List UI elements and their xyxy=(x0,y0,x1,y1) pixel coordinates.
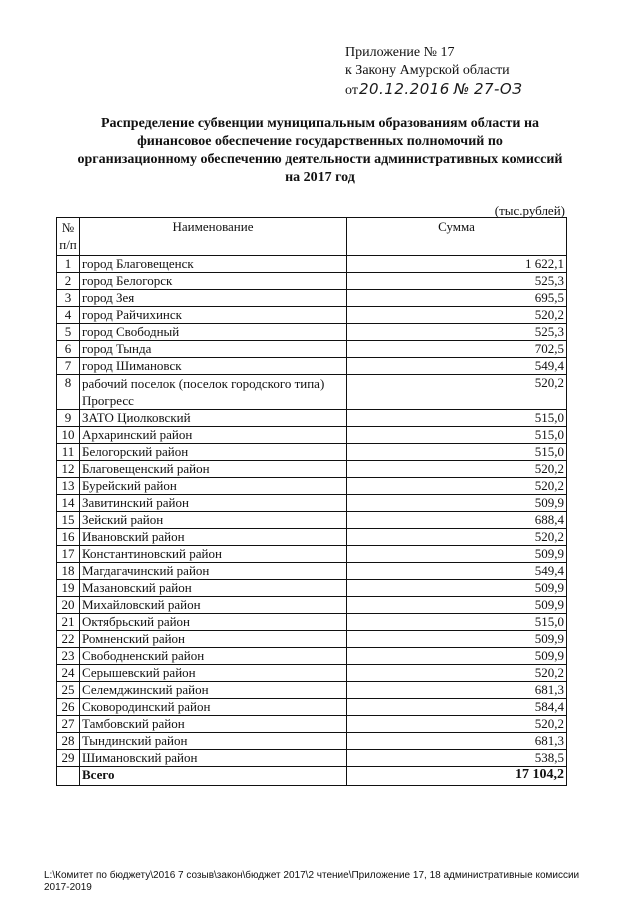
row-name: Архаринский район xyxy=(80,427,347,444)
row-number: 25 xyxy=(57,682,80,699)
row-number: 3 xyxy=(57,290,80,307)
row-sum: 515,0 xyxy=(347,427,567,444)
row-sum: 549,4 xyxy=(347,563,567,580)
row-name: Свободненский район xyxy=(80,648,347,665)
row-sum: 509,9 xyxy=(347,631,567,648)
row-sum: 681,3 xyxy=(347,682,567,699)
row-sum: 520,2 xyxy=(347,307,567,324)
row-name: город Тында xyxy=(80,341,347,358)
table-row xyxy=(57,563,567,580)
title-line-2: финансовое обеспечение государственных полномочий по xyxy=(137,134,503,149)
row-number: 17 xyxy=(57,546,80,563)
row-name: город Зея xyxy=(80,290,347,307)
row-name: Октябрьский район xyxy=(80,614,347,631)
appendix-number: Приложение № 17 xyxy=(345,45,455,60)
table-row xyxy=(57,512,567,529)
row-sum: 1 622,1 xyxy=(347,256,567,273)
table-row xyxy=(57,580,567,597)
row-number: 15 xyxy=(57,512,80,529)
row-number: 4 xyxy=(57,307,80,324)
row-number: 29 xyxy=(57,750,80,767)
row-name: Михайловский район xyxy=(80,597,347,614)
table-row xyxy=(57,529,567,546)
table-row xyxy=(57,427,567,444)
row-sum: 688,4 xyxy=(347,512,567,529)
table-row xyxy=(57,495,567,512)
row-name: город Благовещенск xyxy=(80,256,347,273)
row-number: 10 xyxy=(57,427,80,444)
table-row xyxy=(57,733,567,750)
row-sum: 509,9 xyxy=(347,580,567,597)
table-row xyxy=(57,256,567,273)
table-row xyxy=(57,375,567,410)
header-number-sign: № xyxy=(61,220,75,235)
row-name: город Шимановск xyxy=(80,358,347,375)
table-row xyxy=(57,307,567,324)
table-row xyxy=(57,410,567,427)
table-row xyxy=(57,341,567,358)
row-number: 18 xyxy=(57,563,80,580)
row-name: Бурейский район xyxy=(80,478,347,495)
row-sum: 525,3 xyxy=(347,324,567,341)
table-row xyxy=(57,597,567,614)
table-row xyxy=(57,682,567,699)
row-sum: 520,2 xyxy=(347,665,567,682)
row-number: 23 xyxy=(57,648,80,665)
row-name: ЗАТО Циолковский xyxy=(80,410,347,427)
row-sum: 520,2 xyxy=(347,529,567,546)
table-row xyxy=(57,444,567,461)
row-name: рабочий поселок (поселок городского типа) Прогресс xyxy=(80,375,347,410)
row-sum: 525,3 xyxy=(347,273,567,290)
row-name: Тамбовский район xyxy=(80,716,347,733)
title-line-1: Распределение субвенции муниципальным образованиям области на xyxy=(100,116,540,131)
date-prefix: от xyxy=(345,83,358,98)
table-header-row xyxy=(57,218,567,256)
table-row xyxy=(57,478,567,495)
row-name: Тындинский район xyxy=(80,733,347,750)
row-name: город Райчихинск xyxy=(80,307,347,324)
row-name: Благовещенский район xyxy=(80,461,347,478)
row-sum: 520,2 xyxy=(347,478,567,495)
title-line-4: на 2017 год xyxy=(285,170,355,185)
table-row xyxy=(57,358,567,375)
row-name: город Белогорск xyxy=(80,273,347,290)
row-name: Константиновский район xyxy=(80,546,347,563)
handwritten-law-number: 27-ОЗ xyxy=(473,80,523,98)
row-name: Белогорский район xyxy=(80,444,347,461)
law-date-number xyxy=(345,80,575,100)
table-row xyxy=(57,290,567,307)
row-name: город Свободный xyxy=(80,324,347,341)
row-number: 24 xyxy=(57,665,80,682)
row-sum: 538,5 xyxy=(347,750,567,767)
row-number: 2 xyxy=(57,273,80,290)
row-name: Селемджинский район xyxy=(80,682,347,699)
row-sum: 702,5 xyxy=(347,341,567,358)
row-number: 9 xyxy=(57,410,80,427)
row-number: 21 xyxy=(57,614,80,631)
table-row xyxy=(57,273,567,290)
header-number xyxy=(57,218,80,256)
row-sum: 520,2 xyxy=(347,461,567,478)
row-name: Шимановский район xyxy=(80,750,347,767)
row-number: 13 xyxy=(57,478,80,495)
header-sum: Сумма xyxy=(347,218,567,256)
row-sum: 695,5 xyxy=(347,290,567,307)
table-row xyxy=(57,324,567,341)
row-number: 20 xyxy=(57,597,80,614)
table-row xyxy=(57,716,567,733)
row-name: Завитинский район xyxy=(80,495,347,512)
row-number: 12 xyxy=(57,461,80,478)
row-sum: 520,2 xyxy=(347,716,567,733)
row-number: 27 xyxy=(57,716,80,733)
title-line-3: организационному обеспечению деятельности административных комиссий xyxy=(77,152,563,167)
table-row xyxy=(57,461,567,478)
header-name: Наименование xyxy=(80,218,347,256)
table-row xyxy=(57,750,567,767)
total-empty-cell xyxy=(57,767,80,786)
table-row xyxy=(57,699,567,716)
row-sum: 520,2 xyxy=(347,375,567,410)
table-row xyxy=(57,631,567,648)
total-label: Всего xyxy=(80,767,347,786)
row-name: Зейский район xyxy=(80,512,347,529)
document-title xyxy=(60,115,580,187)
row-sum: 549,4 xyxy=(347,358,567,375)
file-path-footer: L:\Комитет по бюджету\2016 7 созыв\закон\бюджет 2017\2 чтение\Приложение 17, 18 административные комиссии 2017-2019 xyxy=(44,870,580,893)
header-number-abbr: п/п xyxy=(59,237,77,252)
row-name: Серышевский район xyxy=(80,665,347,682)
appendix-header xyxy=(345,44,575,100)
row-number: 14 xyxy=(57,495,80,512)
units-label: (тыс.рублей) xyxy=(494,203,565,218)
row-number: 19 xyxy=(57,580,80,597)
row-sum: 681,3 xyxy=(347,733,567,750)
row-number: 11 xyxy=(57,444,80,461)
table-row xyxy=(57,546,567,563)
row-sum: 509,9 xyxy=(347,597,567,614)
row-name: Ромненский район xyxy=(80,631,347,648)
row-number: 6 xyxy=(57,341,80,358)
row-number: 8 xyxy=(57,375,80,410)
row-number: 7 xyxy=(57,358,80,375)
row-number: 1 xyxy=(57,256,80,273)
row-name: Сковородинский район xyxy=(80,699,347,716)
row-number: 26 xyxy=(57,699,80,716)
handwritten-date: 20.12.2016 xyxy=(358,80,450,98)
total-row xyxy=(57,767,567,786)
row-sum: 515,0 xyxy=(347,410,567,427)
row-sum: 515,0 xyxy=(347,614,567,631)
row-number: 16 xyxy=(57,529,80,546)
row-sum: 584,4 xyxy=(347,699,567,716)
row-sum: 509,9 xyxy=(347,546,567,563)
total-sum: 17 104,2 xyxy=(347,767,567,786)
subvention-table xyxy=(56,217,567,786)
row-number: 22 xyxy=(57,631,80,648)
handwritten-number-sign: № xyxy=(453,80,470,98)
row-name: Мазановский район xyxy=(80,580,347,597)
row-name: Ивановский район xyxy=(80,529,347,546)
table-row xyxy=(57,614,567,631)
row-name: Магдагачинский район xyxy=(80,563,347,580)
table-row xyxy=(57,648,567,665)
row-sum: 515,0 xyxy=(347,444,567,461)
table-row xyxy=(57,665,567,682)
row-sum: 509,9 xyxy=(347,648,567,665)
row-number: 5 xyxy=(57,324,80,341)
law-reference: к Закону Амурской области xyxy=(345,63,510,78)
row-sum: 509,9 xyxy=(347,495,567,512)
row-number: 28 xyxy=(57,733,80,750)
